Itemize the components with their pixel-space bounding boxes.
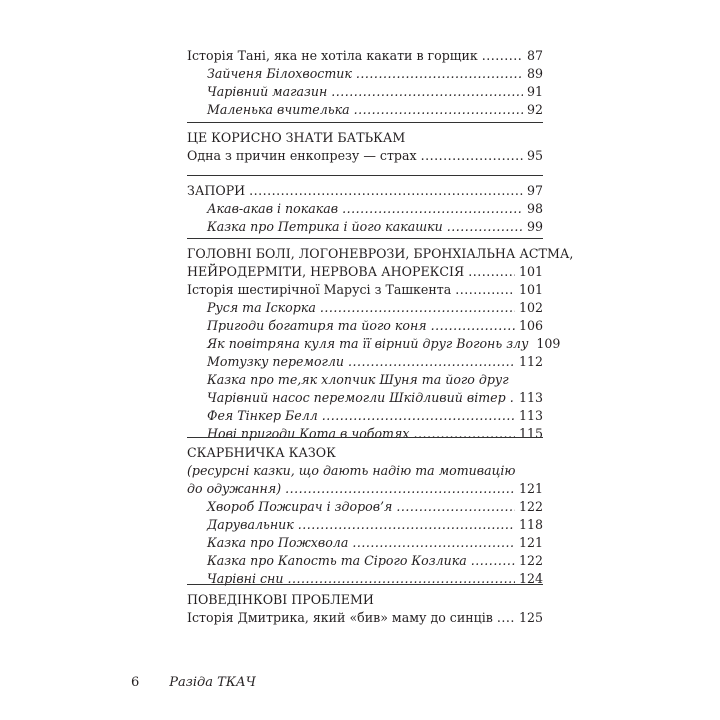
- entry-page: 97: [526, 183, 543, 198]
- leader-dots: [471, 552, 515, 570]
- leader-dots: [510, 389, 515, 407]
- entry-title: Руся та Іскорка: [207, 300, 316, 315]
- toc-entry: [187, 353, 543, 371]
- section-divider: [187, 238, 543, 239]
- entry-title: Казка про Капость та Сірого Козлика: [207, 553, 467, 568]
- entry-page: 87: [526, 48, 543, 63]
- leader-dots: [482, 47, 523, 65]
- section-divider: [187, 584, 543, 585]
- section-divider: [187, 437, 543, 438]
- leader-dots: [285, 480, 515, 498]
- toc-entry: [187, 609, 543, 627]
- toc-entry: [187, 516, 543, 534]
- section-heading: СКАРБНИЧКА КАЗОК: [187, 445, 336, 460]
- entry-page: 91: [526, 84, 543, 99]
- entry-page: 102: [518, 300, 543, 315]
- toc-entry: [187, 263, 543, 281]
- entry-title: Історія Тані, яка не хотіла какати в горщик: [187, 48, 478, 63]
- toc-section-6: [187, 584, 543, 627]
- entry-page: 113: [518, 408, 543, 423]
- section-note: (ресурсні казки, що дають надію та мотивацію: [187, 463, 516, 478]
- running-author: Разіда ТКАЧ: [169, 675, 256, 690]
- section-divider: [187, 175, 543, 176]
- entry-title: Історія Дмитрика, який «бив» маму до синців: [187, 610, 493, 625]
- entry-page: 106: [518, 318, 543, 333]
- entry-title: Акав-акав і покакав: [207, 201, 339, 216]
- leader-dots: [354, 101, 523, 119]
- toc-entry: [187, 218, 543, 236]
- section-heading: ГОЛОВНІ БОЛІ, ЛОГОНЕВРОЗИ, БРОНХІАЛЬНА АСТМА,: [187, 246, 574, 261]
- entry-title: Чарівний насос перемогли Шкідливий вітер: [207, 390, 506, 405]
- toc-entry-continued: Казка про те,як хлопчик Шуня та його друг: [207, 372, 509, 387]
- entry-page: 122: [518, 499, 543, 514]
- leader-dots: [468, 263, 515, 281]
- entry-title: Фея Тінкер Белл: [207, 408, 318, 423]
- toc-entry: [187, 47, 543, 65]
- entry-page: 121: [518, 481, 543, 496]
- entry-title: Пригоди богатиря та його коня: [207, 318, 427, 333]
- page-footer: [131, 675, 256, 690]
- toc-entry: [187, 498, 543, 516]
- entry-title: Хвороб Пожирач і здоров’я: [207, 499, 393, 514]
- section-heading: ПОВЕДІНКОВІ ПРОБЛЕМИ: [187, 592, 374, 607]
- entry-title: Зайченя Білохвостик: [207, 66, 352, 81]
- entry-title: Казка про Петрика і його какашки: [207, 219, 443, 234]
- leader-dots: [455, 281, 515, 299]
- entry-page: 95: [526, 148, 543, 163]
- leader-dots: [320, 299, 515, 317]
- leader-dots: [431, 317, 515, 335]
- entry-page: 122: [518, 553, 543, 568]
- entry-title: Дарувальник: [207, 517, 294, 532]
- toc-entry: [187, 552, 543, 570]
- entry-title: Історія шестирічної Марусі з Ташкента: [187, 282, 452, 297]
- toc-section-5: [187, 437, 543, 588]
- entry-title: ЗАПОРИ: [187, 183, 246, 198]
- toc-entry: [187, 101, 543, 119]
- leader-dots: [356, 65, 523, 83]
- entry-title: Як повітряна куля та її вірний друг Вогонь злу: [207, 336, 529, 351]
- leader-dots: [298, 516, 515, 534]
- toc-entry: [187, 281, 543, 299]
- entry-page: 101: [518, 282, 543, 297]
- toc-entry: [187, 389, 543, 407]
- toc-entry: [187, 200, 543, 218]
- toc-entry: [187, 317, 543, 335]
- toc-entry: [187, 65, 543, 83]
- entry-page: 124: [518, 571, 543, 586]
- entry-title: НЕЙРОДЕРМІТИ, НЕРВОВА АНОРЕКСІЯ: [187, 264, 465, 279]
- entry-page: 112: [518, 354, 543, 369]
- toc-entry: [187, 335, 561, 353]
- entry-page: 125: [518, 610, 543, 625]
- entry-page: 113: [518, 390, 543, 405]
- toc-entry: [187, 147, 543, 165]
- entry-title: Одна з причин енкопрезу — страх: [187, 148, 417, 163]
- leader-dots: [322, 407, 515, 425]
- leader-dots: [348, 353, 515, 371]
- entry-page: 99: [526, 219, 543, 234]
- toc-entry: [187, 182, 543, 200]
- entry-page: 98: [526, 201, 543, 216]
- leader-dots: [352, 534, 515, 552]
- entry-title: Чарівний магазин: [207, 84, 328, 99]
- leader-dots: [342, 200, 523, 218]
- toc-section-4: [187, 238, 574, 443]
- entry-page: 109: [536, 336, 561, 351]
- entry-title: Казка про Пожхвола: [207, 535, 349, 550]
- entry-page: 89: [526, 66, 543, 81]
- entry-page: 118: [518, 517, 543, 532]
- leader-dots: [497, 609, 515, 627]
- entry-page: 101: [518, 264, 543, 279]
- toc-section-2: [187, 122, 543, 165]
- page-number: 6: [131, 675, 140, 690]
- leader-dots: [331, 83, 523, 101]
- entry-title: Чарівні сни: [207, 571, 284, 586]
- entry-title: Нові пригоди Кота в чоботях: [207, 426, 410, 441]
- entry-title: до одужання): [187, 481, 282, 496]
- toc-entry: [187, 299, 543, 317]
- toc-entry: [187, 534, 543, 552]
- leader-dots: [396, 498, 515, 516]
- section-heading: ЦЕ КОРИСНО ЗНАТИ БАТЬКАМ: [187, 130, 406, 145]
- leader-dots: [447, 218, 523, 236]
- toc-entry: [187, 407, 543, 425]
- toc-entry: [187, 480, 543, 498]
- toc-section-3: [187, 175, 543, 236]
- entry-page: 115: [518, 426, 543, 441]
- section-divider: [187, 122, 543, 123]
- toc-entry: [187, 83, 543, 101]
- toc-section-1: [187, 47, 543, 119]
- leader-dots: [421, 147, 523, 165]
- entry-title: Маленька вчителька: [207, 102, 350, 117]
- entry-page: 92: [526, 102, 543, 117]
- leader-dots: [249, 182, 523, 200]
- entry-title: Мотузку перемогли: [207, 354, 345, 369]
- entry-page: 121: [518, 535, 543, 550]
